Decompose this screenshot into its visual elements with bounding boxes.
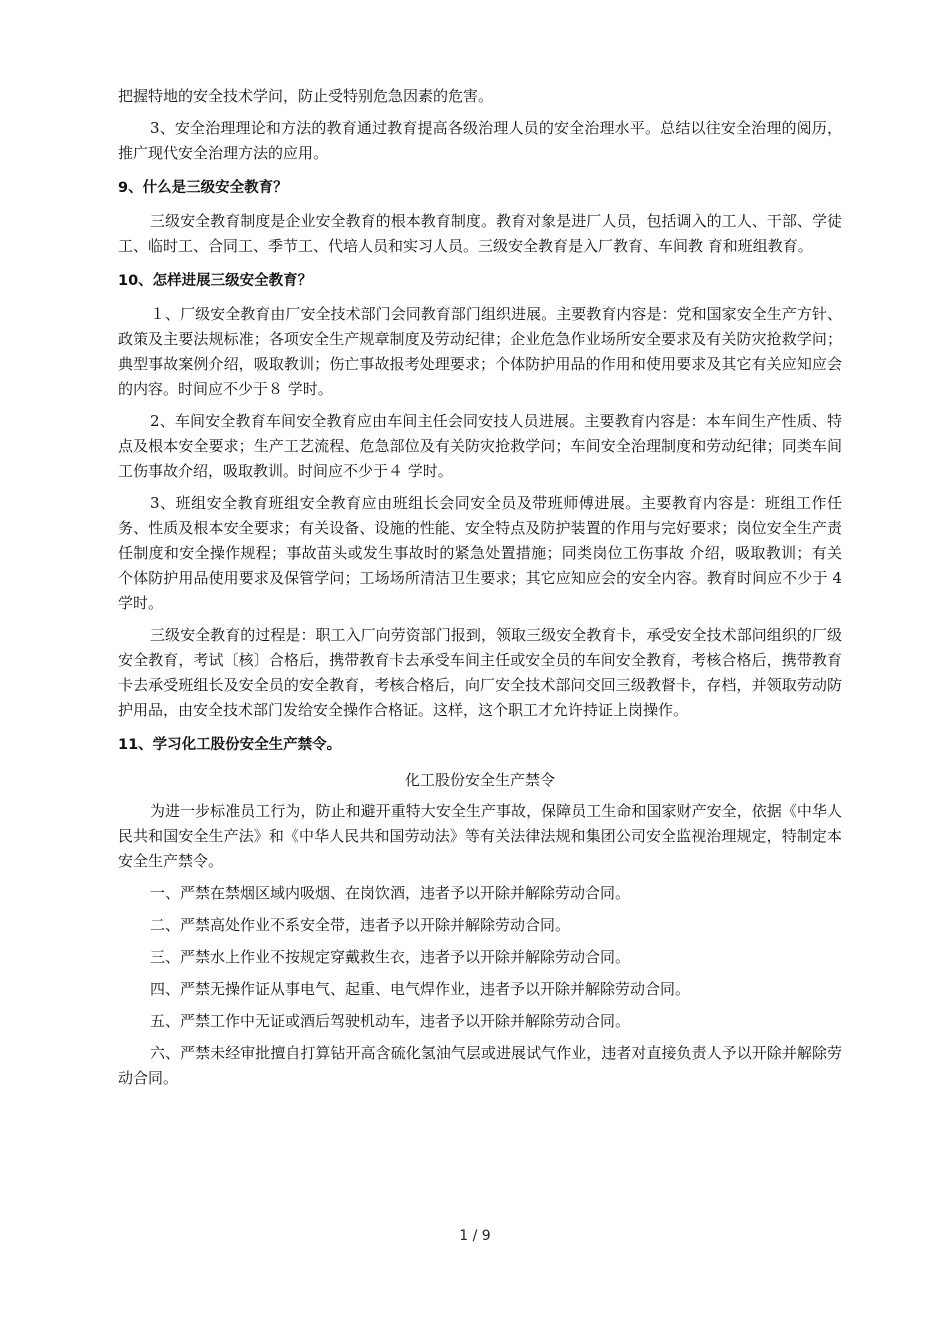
document-page — [118, 84, 842, 1091]
paragraph-prohibition-intro: 为进一步标准员工行为，防止和避开重特大安全生产事故，保障员工生命和国家财产安全，依据《中华人民共和国安全生产法》和《中华人民共和国劳动法》等有关法律法规和集团公司安全监视治理规定，特制定本安全生产禁令。 — [118, 802, 842, 870]
prohibition-rule-4: 四、严禁无操作证从事电气、起重、电气焊作业，违者予以开除并解除劳动合同。 — [150, 980, 691, 998]
prohibition-rule-5: 五、严禁工作中无证或酒后驾驶机动车，违者予以开除并解除劳动合同。 — [150, 1012, 631, 1030]
heading-question-10: 10、怎样进展三级安全教育？ — [118, 273, 313, 289]
paragraph-continuation: 把握特地的安全技术学问，防止受特别危急因素的危害。 — [118, 87, 494, 105]
prohibition-rule-1: 一、严禁在禁烟区域内吸烟、在岗饮酒，违者予以开除并解除劳动合同。 — [150, 884, 631, 902]
paragraph-team-level: 3、班组安全教育班组安全教育应由班组长会同安全员及带班师傅进展。主要教育内容是：班组工作任务、性质及根本安全要求；有关设备、设施的性能、安全特点及防护装置的作用与完好要求；岗位安全生产责任制度和安全操作规程；事故苗头或发生事故时的紧急处置措施；同类岗位工伤事故 介绍，吸取教训；有关个体防护用品使用要求及保管学问；工场场所清洁卫生要求；其它应知应会的安全内容。教育时间应不少于 4 学时。 — [118, 494, 842, 612]
prohibition-rule-3: 三、严禁水上作业不按规定穿戴救生衣，违者予以开除并解除劳动合同。 — [150, 948, 631, 966]
page-number: 1 / 9 — [459, 1228, 491, 1244]
paragraph-education-process: 三级安全教育的过程是：职工入厂向劳资部门报到，领取三级安全教育卡，承受安全技术部问组织的厂级安全教育，考试〔核〕合格后，携带教育卡去承受车间主任或安全员的车间安全教育，考核合格后，携带教育卡去承受班组长及安全员的安全教育，考核合格后，向厂安全技术部问交回三级教督卡，存档，并领取劳动防护用品，由安全技术部门发给安全操作合格证。这样，这个职工才允许持证上岗操作。 — [118, 626, 842, 719]
heading-question-9: 9、什么是三级安全教育？ — [118, 180, 288, 196]
paragraph-management-education: 3、安全治理理论和方法的教育通过教育提高各级治理人员的安全治理水平。总结以往安全治理的阅历，推广现代安全治理方法的应用。 — [118, 119, 842, 162]
prohibition-rule-6: 六、严禁未经审批擅自打算钻开高含硫化氢油气层或进展试气作业，违者对直接负责人予以开除并解除劳动合同。 — [118, 1044, 842, 1087]
prohibition-title: 化工股份安全生产禁令 — [404, 771, 555, 789]
prohibition-rule-2: 二、严禁高处作业不系安全带，违者予以开除并解除劳动合同。 — [150, 916, 571, 934]
paragraph-three-level-definition: 三级安全教育制度是企业安全教育的根本教育制度。教育对象是进厂人员，包括调入的工人、干部、学徒工、临时工、合同工、季节工、代培人员和实习人员。三级安全教育是入厂教育、车间教 育和班组教育。 — [118, 212, 842, 255]
heading-question-11: 11、学习化工股份安全生产禁令。 — [118, 737, 342, 753]
paragraph-factory-level: １、厂级安全教育由厂安全技术部门会同教育部门组织进展。主要教育内容是：党和国家安全生产方针、政策及主要法规标准；各项安全生产规章制度及劳动纪律；企业危急作业场所安全要求及有关防灾抢救学问；典型事故案例介绍，吸取教训；伤亡事故报考处理要求；个体防护用品的作用和使用要求及其它有关应知应会的内容。时间应不少于８ 学时。 — [118, 305, 842, 398]
paragraph-workshop-level: 2、车间安全教育车间安全教育应由车间主任会同安技人员进展。主要教育内容是：本车间生产性质、特点及根本安全要求；生产工艺流程、危急部位及有关防灾抢救学问；车间安全治理制度和劳动纪律；同类车间工伤事故介绍，吸取教训。时间应不少于４ 学时。 — [118, 412, 842, 480]
